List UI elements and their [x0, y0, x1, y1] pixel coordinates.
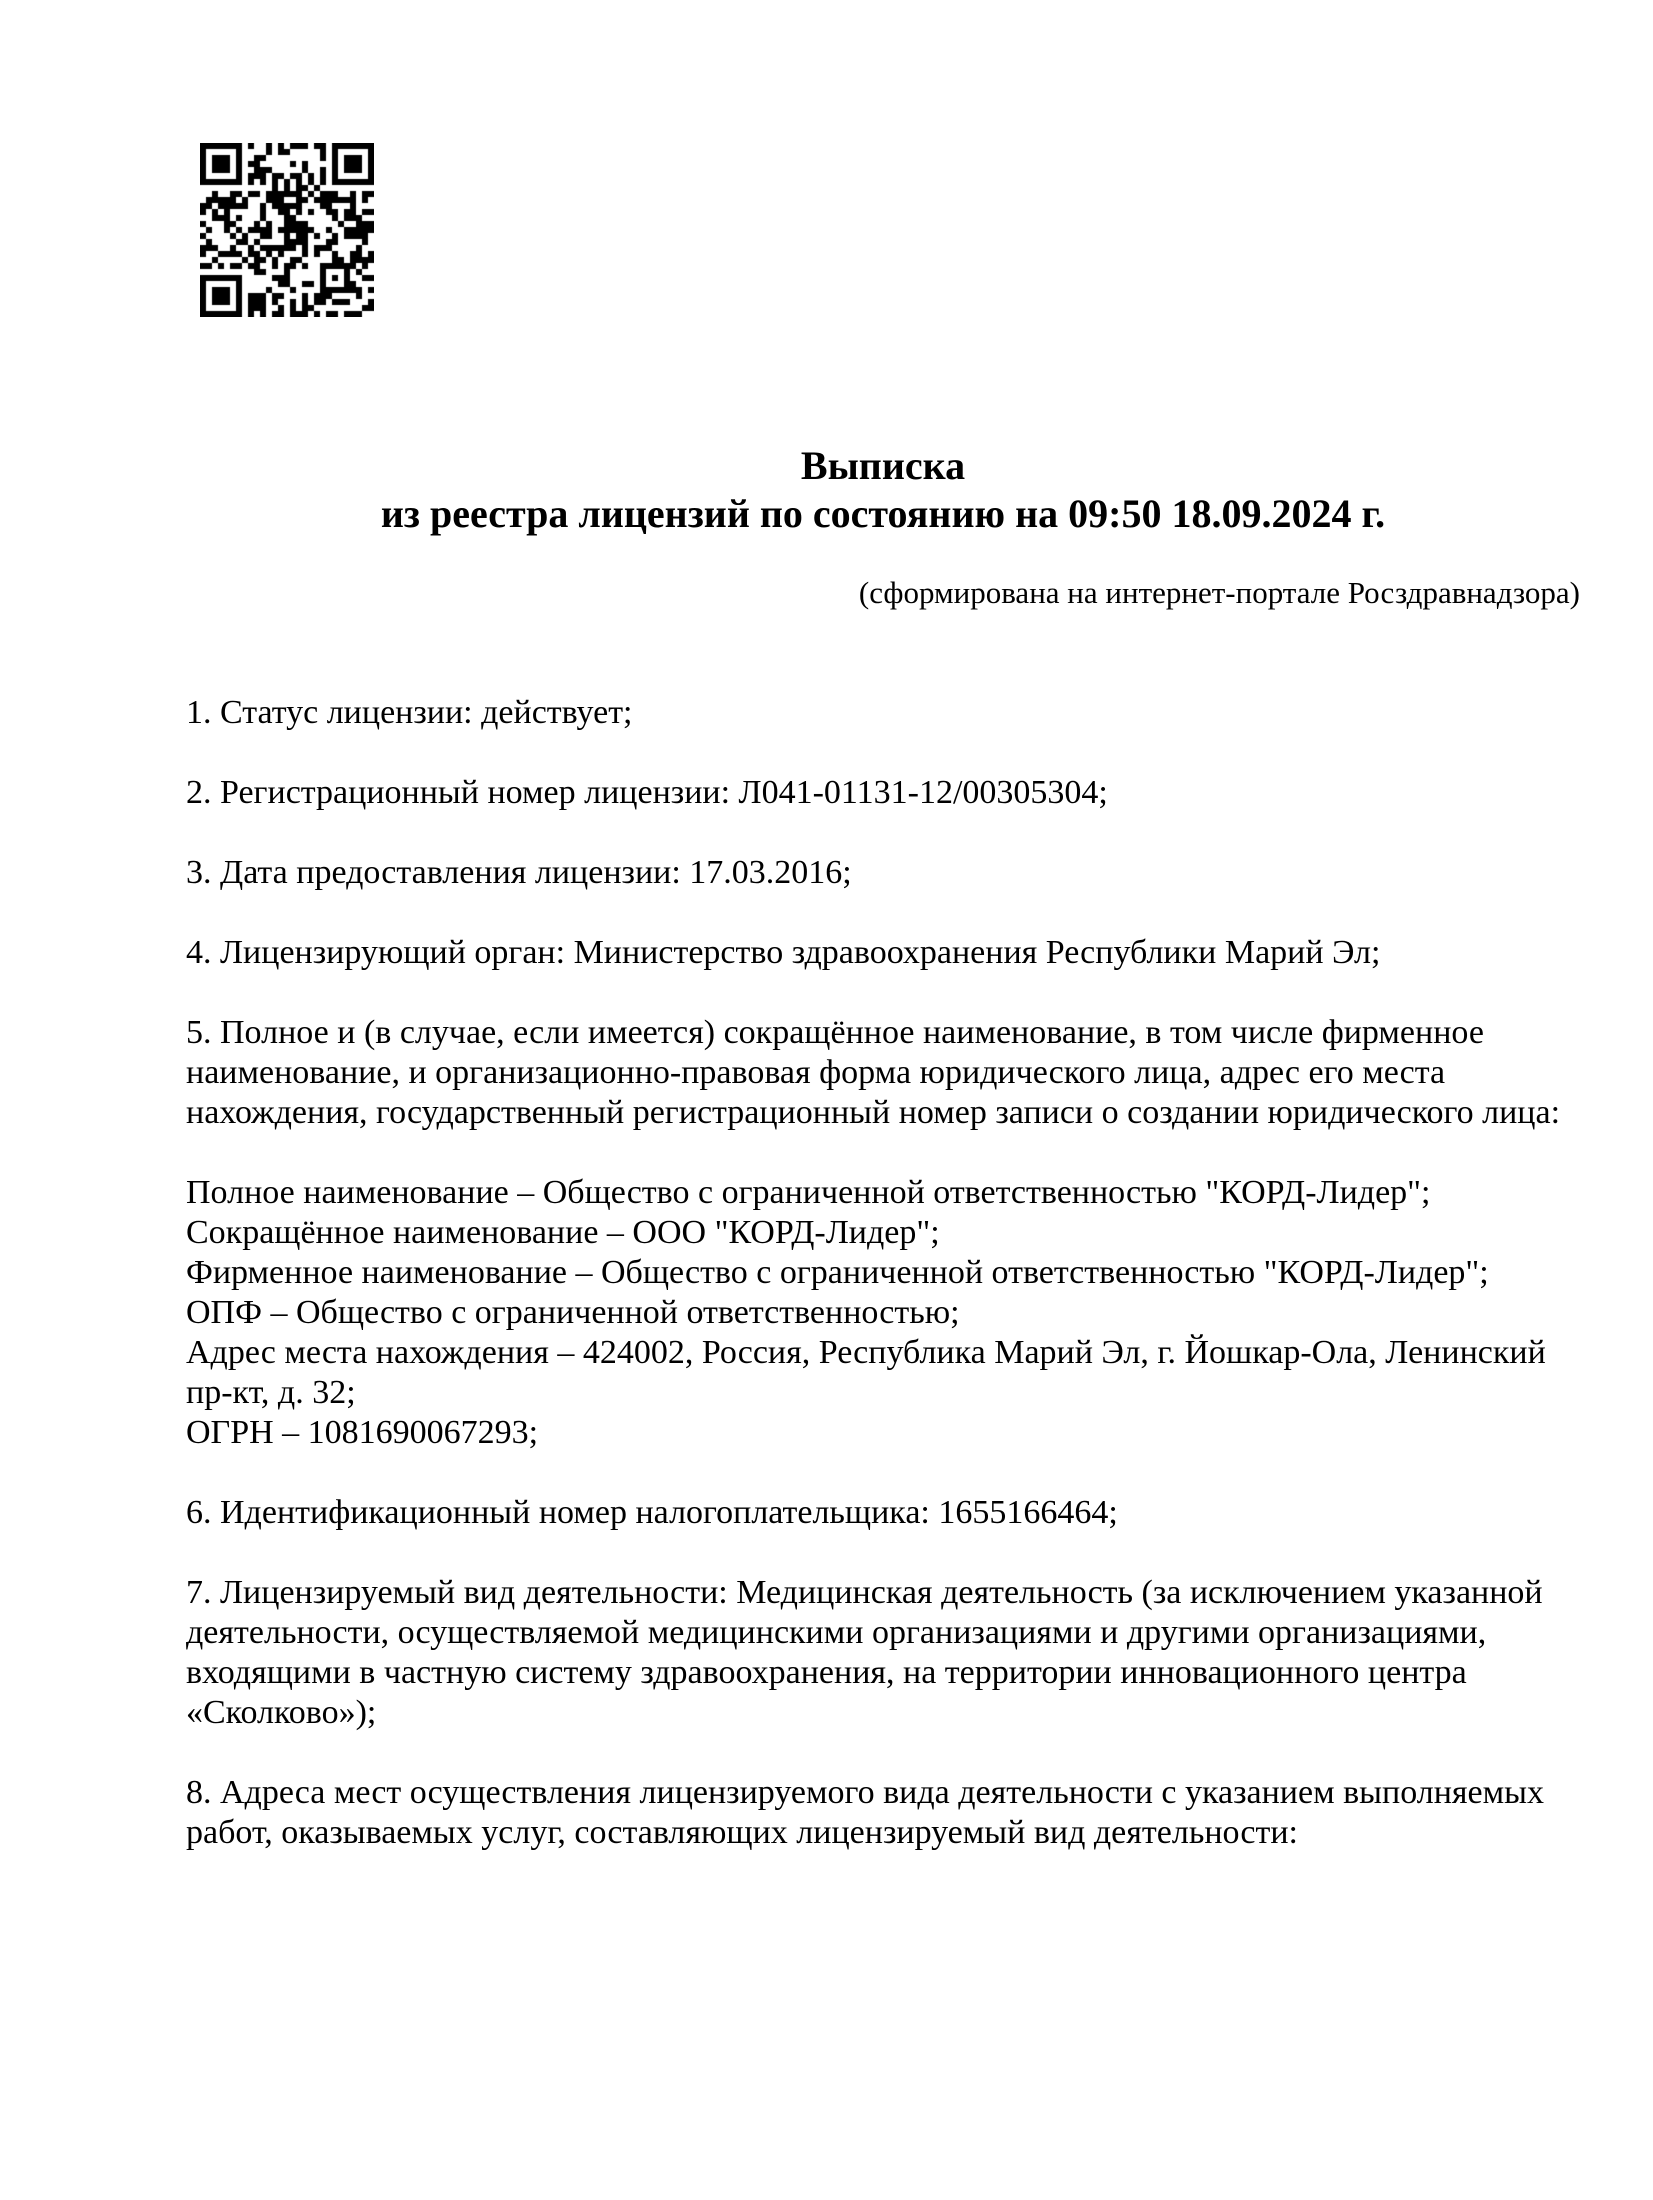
org-brand-name: Фирменное наименование – Общество с ограниченной ответственностью "КОРД-Лидер"; [186, 1254, 1489, 1291]
document-subtitle: (сформирована на интернет-портале Росздравнадзора) [858, 575, 1580, 610]
title-line-1: Выписка [800, 443, 966, 488]
license-status: 1. Статус лицензии: действует; [186, 694, 633, 731]
license-grant-date: 3. Дата предоставления лицензии: 17.03.2016; [186, 854, 852, 891]
license-registration-number: 2. Регистрационный номер лицензии: Л041-01131-12/00305304; [186, 774, 1108, 811]
licensed-activity: 7. Лицензируемый вид деятельности: Медицинская деятельность (за исключением указанной деятельности, осуществляемой медицинскими организациями и другими организациями, входящими в частную систему здравоохранения, на территории инновационного центра «Сколково»); [186, 1574, 1543, 1731]
org-info-intro: 5. Полное и (в случае, если имеется) сокращённое наименование, в том числе фирменное наименование, и организационно-правовая форма юридического лица, адрес его места нахождения, государственный регистрационный номер записи о создании юридического лица: [186, 1014, 1561, 1131]
licensing-authority: 4. Лицензирующий орган: Министерство здравоохранения Республики Марий Эл; [186, 934, 1381, 971]
org-legal-form: ОПФ – Общество с ограниченной ответственностью; [186, 1294, 960, 1331]
org-full-name: Полное наименование – Общество с ограниченной ответственностью "КОРД-Лидер"; [186, 1174, 1431, 1211]
org-address: Адрес места нахождения – 424002, Россия, Республика Марий Эл, г. Йошкар-Ола, Ленинский пр-кт, д. 32; [186, 1334, 1546, 1411]
activity-addresses-intro: 8. Адреса мест осуществления лицензируемого вида деятельности с указанием выполняемых работ, оказываемых услуг, составляющих лицензируемый вид деятельности: [186, 1774, 1544, 1851]
title-line-2: из реестра лицензий по состоянию на 09:50 18.09.2024 г. [380, 491, 1386, 536]
document-title [186, 442, 1580, 538]
org-short-name: Сокращённое наименование – ООО "КОРД-Лидер"; [186, 1214, 940, 1251]
qr-code [200, 143, 374, 317]
taxpayer-id: 6. Идентификационный номер налогоплательщика: 1655166464; [186, 1494, 1118, 1531]
org-details [186, 1173, 1580, 1453]
org-ogrn: ОГРН – 1081690067293; [186, 1414, 539, 1451]
